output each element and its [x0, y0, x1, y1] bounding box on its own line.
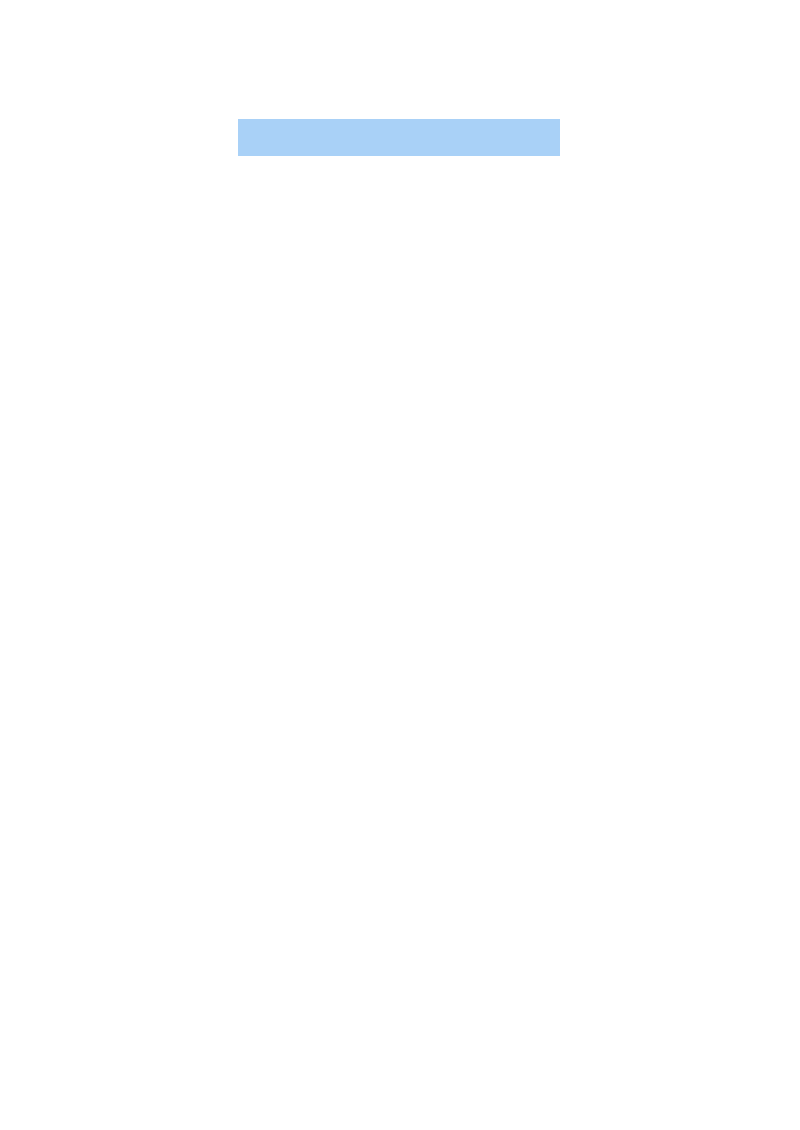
- page-subtitle: [238, 119, 560, 156]
